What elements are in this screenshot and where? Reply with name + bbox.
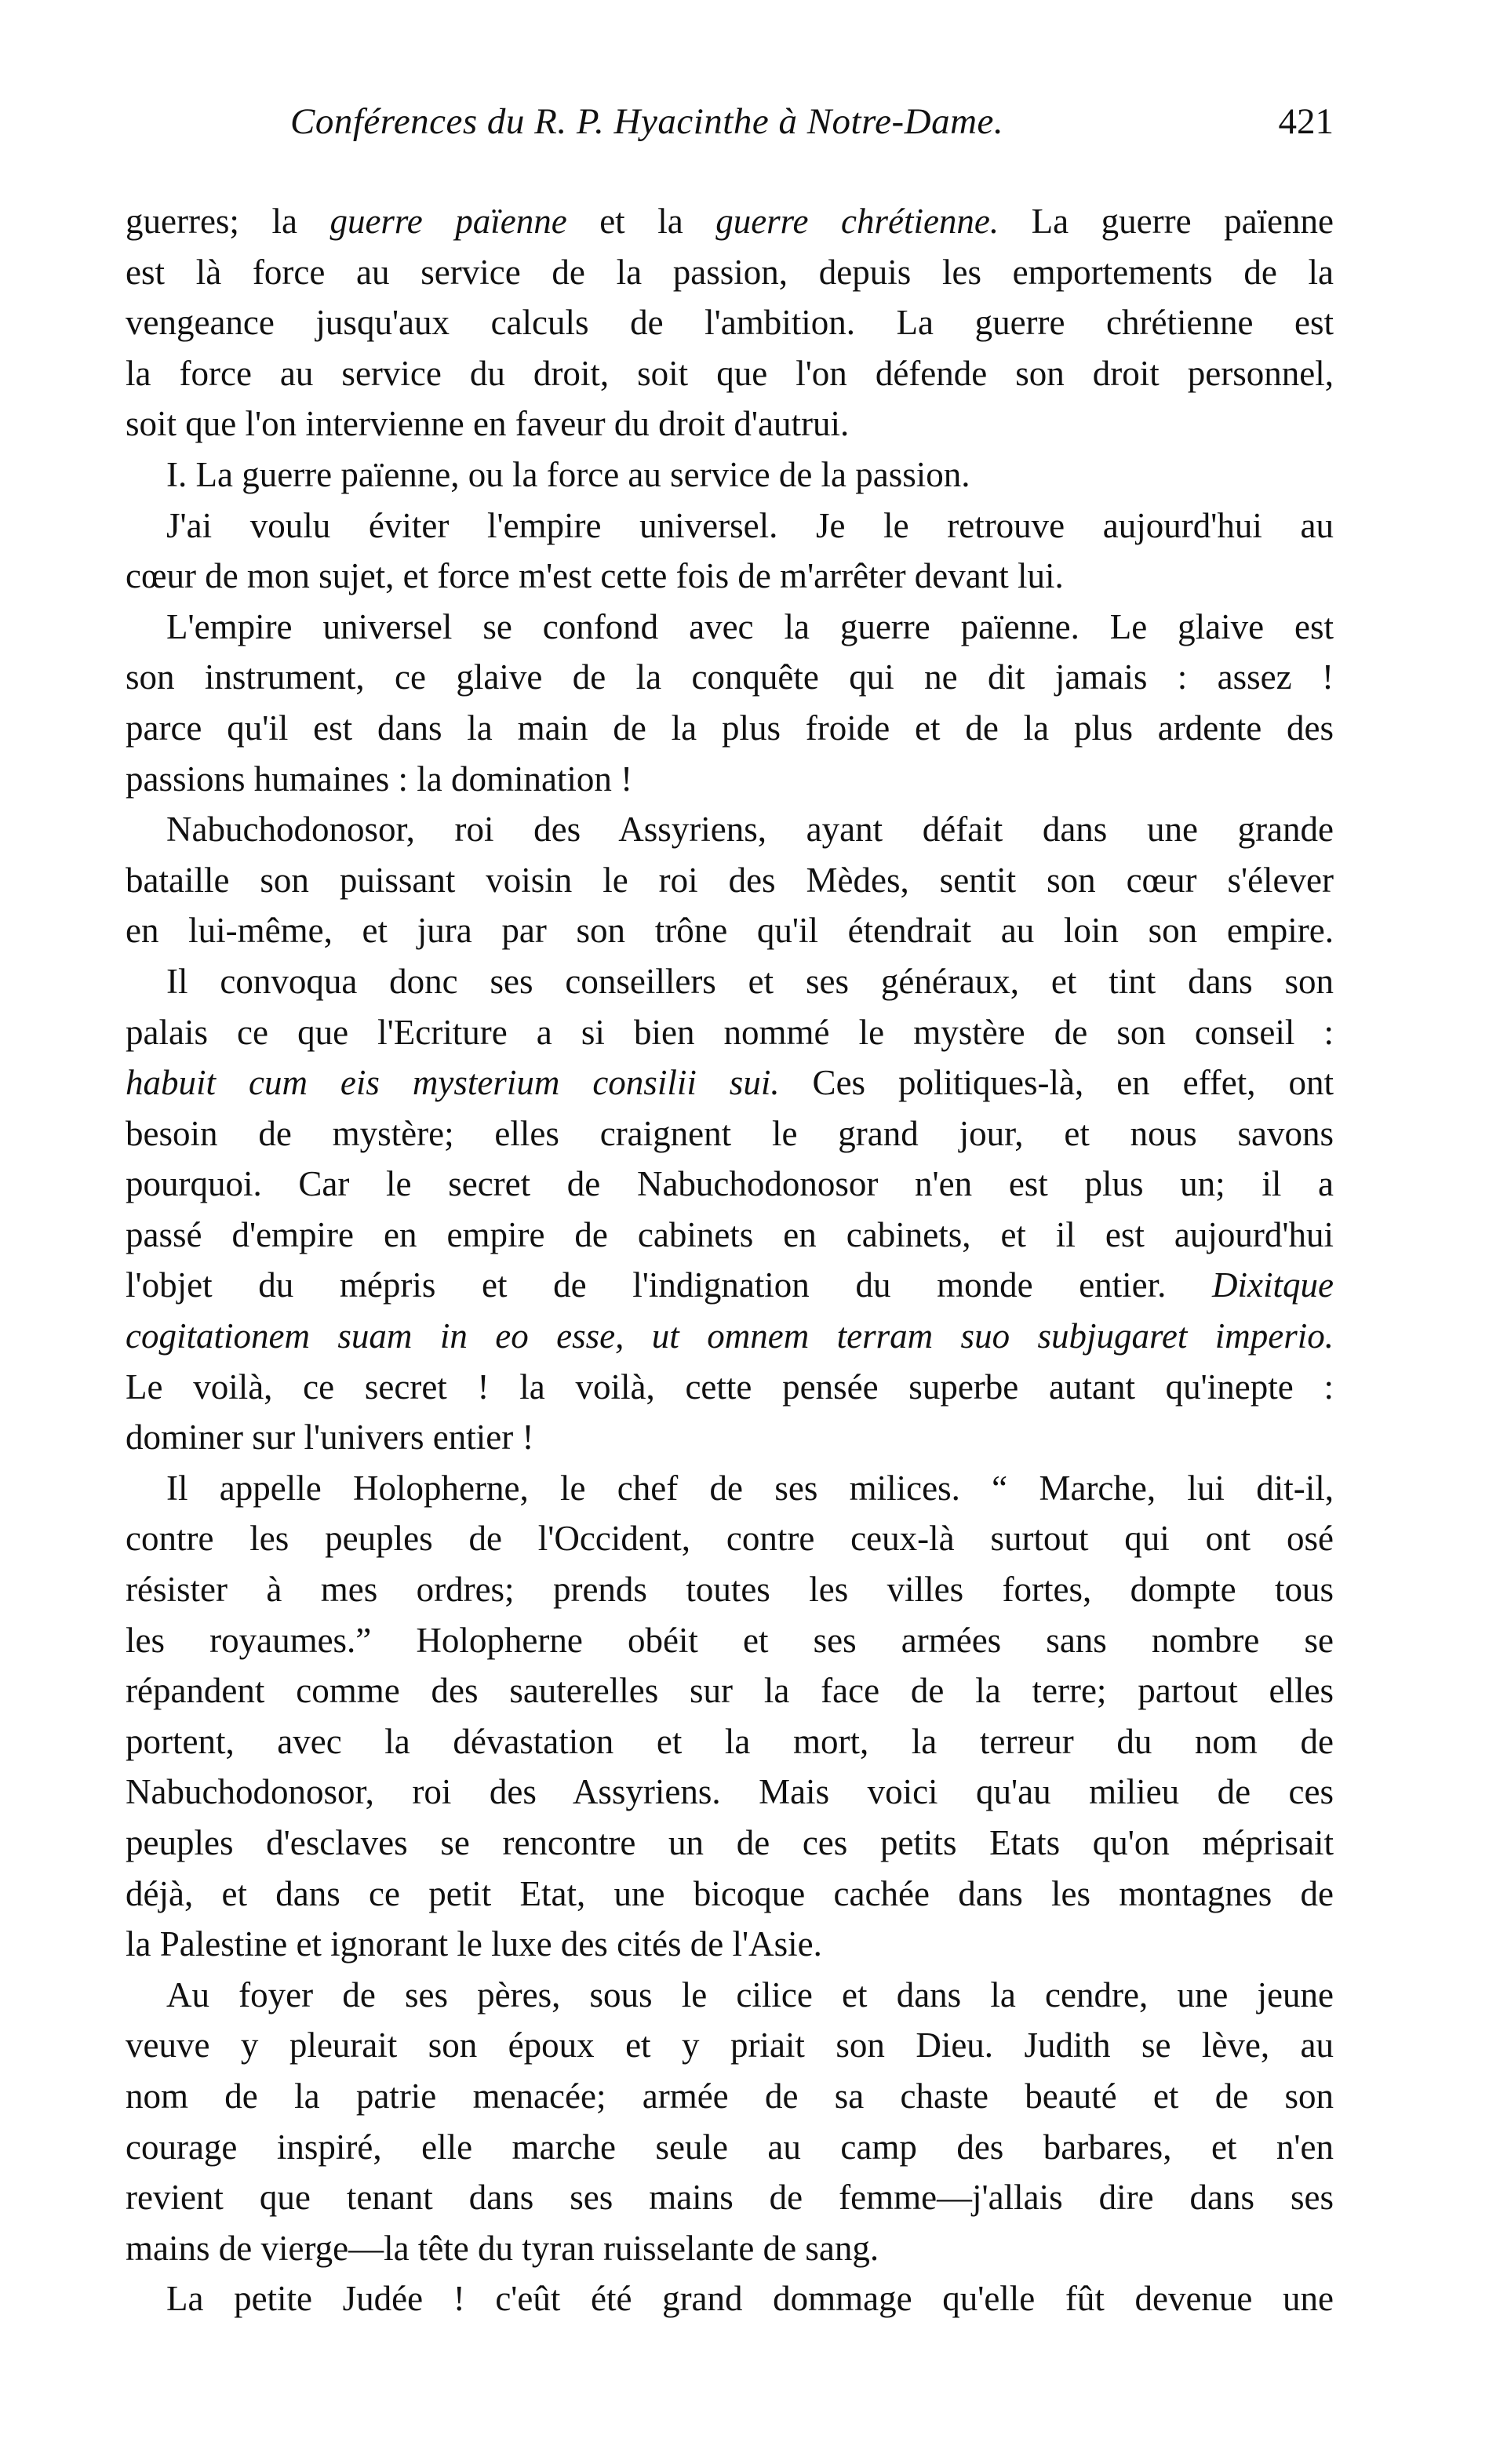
text-line (126, 754, 1334, 805)
text-segment: mains de vierge—la tête du tyran ruisselante de sang. (126, 2228, 879, 2268)
text-line (126, 2223, 1334, 2274)
text-line (126, 1311, 1334, 1362)
text-line (126, 2172, 1334, 2223)
text-segment: Il appelle Holopherne, le chef de ses milices. “ Marche, lui dit-il, (166, 1468, 1334, 1508)
text-line (126, 551, 1334, 602)
text-segment: cœur de mon sujet, et force m'est cette fois de m'arrêter devant lui. (126, 556, 1064, 596)
running-title: Conférences du R. P. Hyacinthe à Notre-Dame. (290, 101, 1004, 142)
text-segment: Au foyer de ses pères, sous le cilice et dans la cendre, une jeune (166, 1974, 1334, 2015)
italic-text: habuit cum eis mysterium consilii sui. (126, 1063, 780, 1103)
text-segment: L'empire universel se confond avec la guerre païenne. Le glaive est (166, 606, 1334, 646)
text-line (126, 2071, 1334, 2122)
text-segment: parce qu'il est dans la main de la plus froide et de la plus ardente des (126, 708, 1334, 748)
text-segment: soit que l'on intervienne en faveur du droit d'autrui. (126, 404, 850, 444)
text-segment: besoin de mystère; elles craignent le grand jour, et nous savons (126, 1113, 1334, 1153)
text-line (126, 348, 1334, 399)
text-line (126, 956, 1334, 1007)
text-segment: l'objet du mépris et de l'indignation du monde entier. (126, 1265, 1213, 1305)
text-segment: La petite Judée ! c'eût été grand dommage qu'elle fût devenue une (166, 2279, 1334, 2319)
text-line (126, 449, 1334, 500)
text-segment: Nabuchodonosor, roi des Assyriens. Mais voici qu'au milieu de ces (126, 1772, 1334, 1812)
text-line (126, 703, 1334, 754)
text-line (126, 196, 1334, 247)
text-segment: est là force au service de la passion, depuis les emportements de la (126, 252, 1334, 292)
text-segment: son instrument, ce glaive de la conquête qui ne dit jamais : assez ! (126, 657, 1334, 697)
text-segment: J'ai voulu éviter l'empire universel. Je le retrouve aujourd'hui au (166, 505, 1334, 545)
text-segment: passions humaines : la domination ! (126, 759, 633, 799)
text-segment: portent, avec la dévastation et la mort, la terreur du nom de (126, 1721, 1334, 1761)
text-segment: I. La guerre païenne, ou la force au service de la passion. (166, 454, 970, 494)
text-line (126, 1869, 1334, 1920)
text-segment: Il convoqua donc ses conseillers et ses généraux, et tint dans son (166, 961, 1334, 1001)
text-line (126, 247, 1334, 298)
text-segment: nom de la patrie menacée; armée de sa chaste beauté et de son (126, 2076, 1334, 2116)
text-line (126, 1513, 1334, 1564)
text-segment: déjà, et dans ce petit Etat, une bicoque cachée dans les montagnes de (126, 1873, 1334, 1913)
text-line (126, 652, 1334, 703)
text-line (126, 1159, 1334, 1210)
text-segment: Ces politiques-là, en effet, ont (779, 1063, 1334, 1103)
text-segment: courage inspiré, elle marche seule au camp des barbares, et n'en (126, 2127, 1334, 2167)
text-line (126, 855, 1334, 906)
text-line (126, 2273, 1334, 2324)
body-text (126, 196, 1334, 2324)
text-line (126, 905, 1334, 956)
text-line (126, 1665, 1334, 1716)
italic-text: guerre chrétienne. (715, 202, 999, 241)
text-segment: Nabuchodonosor, roi des Assyriens, ayant défait dans une grande (166, 810, 1334, 850)
text-line (126, 1716, 1334, 1767)
text-segment: peuples d'esclaves se rencontre un de ces petits Etats qu'on méprisait (126, 1823, 1334, 1862)
text-segment: résister à mes ordres; prends toutes les villes fortes, dompte tous (126, 1570, 1334, 1610)
text-segment: palais ce que l'Ecriture a si bien nommé le mystère de son conseil : (126, 1012, 1334, 1052)
text-segment: revient que tenant dans ses mains de femme—j'allais dire dans ses (126, 2178, 1334, 2218)
text-line (126, 2122, 1334, 2173)
text-segment: contre les peuples de l'Occident, contre ceux-là surtout qui ont osé (126, 1519, 1334, 1559)
text-line (126, 1818, 1334, 1869)
text-line (126, 399, 1334, 449)
text-segment: répandent comme des sauterelles sur la face de la terre; partout elles (126, 1671, 1334, 1711)
text-line (126, 500, 1334, 551)
text-line (126, 1260, 1334, 1311)
text-line (126, 602, 1334, 653)
text-line (126, 1007, 1334, 1058)
text-segment: Le voilà, ce secret ! la voilà, cette pensée superbe autant qu'inepte : (126, 1367, 1334, 1407)
text-line (126, 1564, 1334, 1615)
text-segment: les royaumes.” Holopherne obéit et ses armées sans nombre se (126, 1620, 1334, 1660)
text-segment: dominer sur l'univers entier ! (126, 1418, 534, 1458)
text-line (126, 1362, 1334, 1413)
text-line (126, 2020, 1334, 2071)
text-segment: vengeance jusqu'aux calculs de l'ambition. La guerre chrétienne est (126, 303, 1334, 343)
italic-text: guerre païenne (329, 202, 567, 241)
text-segment: et la (566, 202, 716, 241)
text-line (126, 1970, 1334, 2021)
text-line (126, 1057, 1334, 1108)
text-line (126, 1767, 1334, 1818)
text-segment: la Palestine et ignorant le luxe des cités de l'Asie. (126, 1924, 822, 1964)
italic-text: cogitationem suam in eo esse, ut omnem terram suo subjugaret imperio. (126, 1316, 1334, 1356)
text-segment: guerres; la (126, 202, 330, 241)
text-line (126, 1615, 1334, 1666)
text-line (126, 804, 1334, 855)
text-segment: la force au service du droit, soit que l'on défende son droit personnel, (126, 353, 1334, 393)
text-segment: en lui-même, et jura par son trône qu'il étendrait au loin son empire. (126, 911, 1334, 951)
text-line (126, 297, 1334, 348)
text-line (126, 1210, 1334, 1261)
text-line (126, 1412, 1334, 1463)
text-segment: veuve y pleurait son époux et y priait son Dieu. Judith se lève, au (126, 2025, 1334, 2065)
text-segment: pourquoi. Car le secret de Nabuchodonosor n'en est plus un; il a (126, 1164, 1334, 1204)
text-line (126, 1108, 1334, 1159)
page-number: 421 (1278, 101, 1334, 142)
text-line (126, 1919, 1334, 1970)
text-segment: bataille son puissant voisin le roi des Mèdes, sentit son cœur s'élever (126, 860, 1334, 900)
italic-text: Dixitque (1212, 1265, 1334, 1305)
text-segment: La guerre païenne (999, 202, 1334, 241)
text-line (126, 1463, 1334, 1514)
text-segment: passé d'empire en empire de cabinets en cabinets, et il est aujourd'hui (126, 1214, 1334, 1254)
running-header (126, 100, 1334, 163)
